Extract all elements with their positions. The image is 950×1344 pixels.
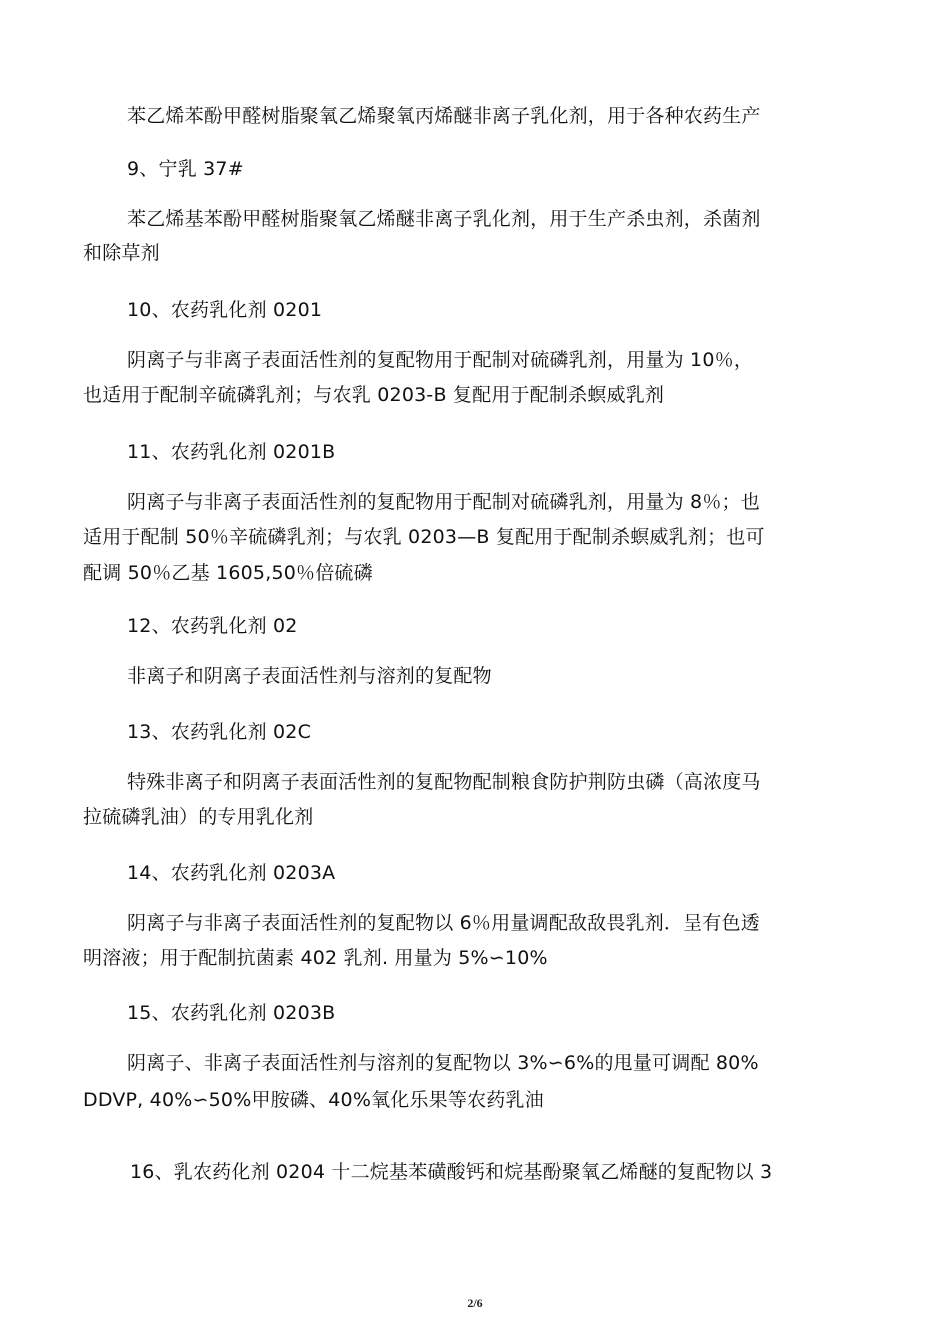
- text-line: 也适用于配制辛硫磷乳剂；与农乳 0203-B 复配用于配制杀螟威乳剂: [83, 384, 665, 406]
- text-line: 阴离子与非离子表面活性剂的复配物以 6％用量调配敌敌畏乳剂．呈有色透: [127, 912, 760, 934]
- text-line: 非离子和阴离子表面活性剂与溶剂的复配物: [127, 665, 492, 687]
- section-heading: 15、农药乳化剂 0203B: [127, 1002, 336, 1024]
- text-line: 阴离子与非离子表面活性剂的复配物用于配制对硫磷乳剂，用量为 10％，: [127, 349, 754, 371]
- text-line: 拉硫磷乳油）的专用乳化剂: [83, 806, 314, 828]
- page-number: 2/6: [467, 1296, 483, 1310]
- text-line: 适用于配制 50％辛硫磷乳剂；与农乳 0203—B 复配用于配制杀螟威乳剂；也可: [83, 526, 765, 548]
- text-line: 明溶液；用于配制抗菌素 402 乳剂. 用量为 5%∽10%: [83, 947, 548, 969]
- text-line: 苯乙烯基苯酚甲醛树脂聚氧乙烯醚非离子乳化剂，用于生产杀虫剂，杀菌剂: [127, 208, 761, 230]
- section-heading: 16、乳农药化剂 0204 十二烷基苯磺酸钙和烷基酚聚氧乙烯醚的复配物以 3: [130, 1161, 773, 1183]
- text-line: DDVP, 40%∽50%甲胺磷、40%氧化乐果等农药乳油: [83, 1089, 544, 1111]
- section-heading: 10、农药乳化剂 0201: [127, 299, 323, 321]
- text-line: 配调 50％乙基 1605,50％倍硫磷: [83, 562, 373, 584]
- text-line: 阴离子与非离子表面活性剂的复配物用于配制对硫磷乳剂，用量为 8％；也: [127, 491, 760, 513]
- text-line: 阴离子、非离子表面活性剂与溶剂的复配物以 3%∽6%的甩量可调配 80%: [127, 1052, 759, 1074]
- section-heading: 12、农药乳化剂 02: [127, 615, 298, 637]
- section-heading: 14、农药乳化剂 0203A: [127, 862, 336, 884]
- text-line: 苯乙烯苯酚甲醛树脂聚氧乙烯聚氧丙烯醚非离子乳化剂，用于各种农药生产: [127, 105, 761, 127]
- text-line: 和除草剂: [83, 242, 160, 264]
- section-heading: 9、宁乳 37#: [127, 158, 244, 180]
- section-heading: 11、农药乳化剂 0201B: [127, 441, 336, 463]
- section-heading: 13、农药乳化剂 02C: [127, 721, 312, 743]
- text-line: 特殊非离子和阴离子表面活性剂的复配物配制粮食防护荆防虫磷（高浓度马: [127, 771, 761, 793]
